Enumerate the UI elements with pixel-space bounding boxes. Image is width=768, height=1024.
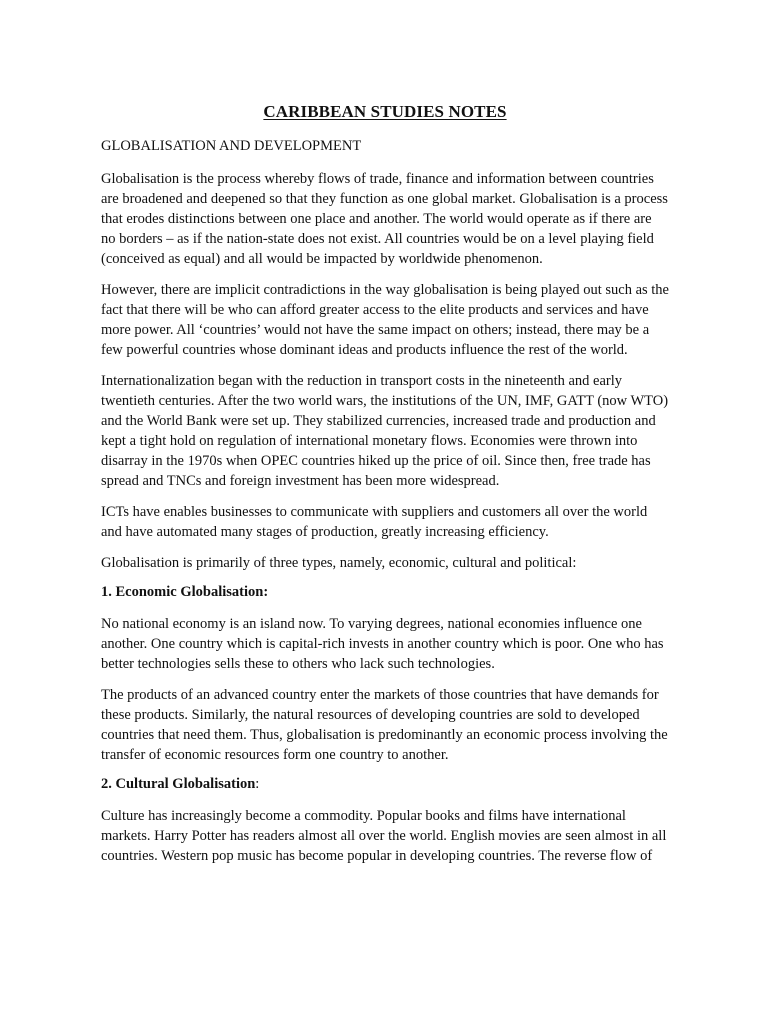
paragraph: ICTs have enables businesses to communicate with suppliers and customers all over the world and have automated many stages of production, greatly increasing efficiency. bbox=[101, 504, 648, 540]
paragraph: Globalisation is the process whereby flows of trade, finance and information between countries are broadened and deepened so that they function as one global market. Globalisation is a process that erodes distinctions between one place and another. The world would operate as if there are no borders – as if the nation-state does not exist. All countries would be on a level playing field (conceived as equal) and all would be impacted by worldwide phenomenon. bbox=[101, 171, 668, 267]
heading-colon: : bbox=[255, 776, 260, 792]
economic-globalisation-heading: 1. Economic Globalisation: bbox=[101, 584, 269, 600]
document-title: CARIBBEAN STUDIES NOTES bbox=[263, 102, 507, 121]
paragraph: Internationalization began with the reduction in transport costs in the nineteenth and early twentieth centuries. After the two world wars, the institutions of the UN, IMF, GATT (now WTO) and the World Bank were set up. They stabilized currencies, increased trade and production and kept a tight hold on regulation of international monetary flows. Economies were thrown into disarray in the 1970s when OPEC countries hiked up the price of oil. Since then, free trade has spread and TNCs and foreign investment has been more widespread. bbox=[101, 373, 669, 489]
document-page bbox=[101, 102, 669, 877]
paragraph: Globalisation is primarily of three types, namely, economic, cultural and political: bbox=[101, 555, 577, 571]
cultural-globalisation-heading bbox=[101, 776, 669, 793]
paragraph: The products of an advanced country enter the markets of those countries that have demands for these products. Similarly, the natural resources of developing countries are sold to developed countries that need them. Thus, globalisation is predominantly an economic process involving the transfer of economic resources form one country to another. bbox=[101, 687, 668, 763]
paragraph: No national economy is an island now. To varying degrees, national economies influence one another. One country which is capital-rich invests in another country which is poor. One who has better technologies sells these to others who lack such technologies. bbox=[101, 616, 664, 672]
section-heading: GLOBALISATION AND DEVELOPMENT bbox=[101, 138, 362, 154]
paragraph: Culture has increasingly become a commodity. Popular books and films have international markets. Harry Potter has readers almost all over the world. English movies are seen almost in all countries. Western pop music has become popular in developing countries. The reverse flow of bbox=[101, 808, 667, 864]
cultural-globalisation-heading-text: 2. Cultural Globalisation bbox=[101, 776, 256, 792]
paragraph: However, there are implicit contradictions in the way globalisation is being played out such as the fact that there will be who can afford greater access to the elite products and services and have more power. All ‘countries’ would not have the same impact on others; instead, there may be a few powerful countries whose dominant ideas and products influence the rest of the world. bbox=[101, 282, 669, 358]
